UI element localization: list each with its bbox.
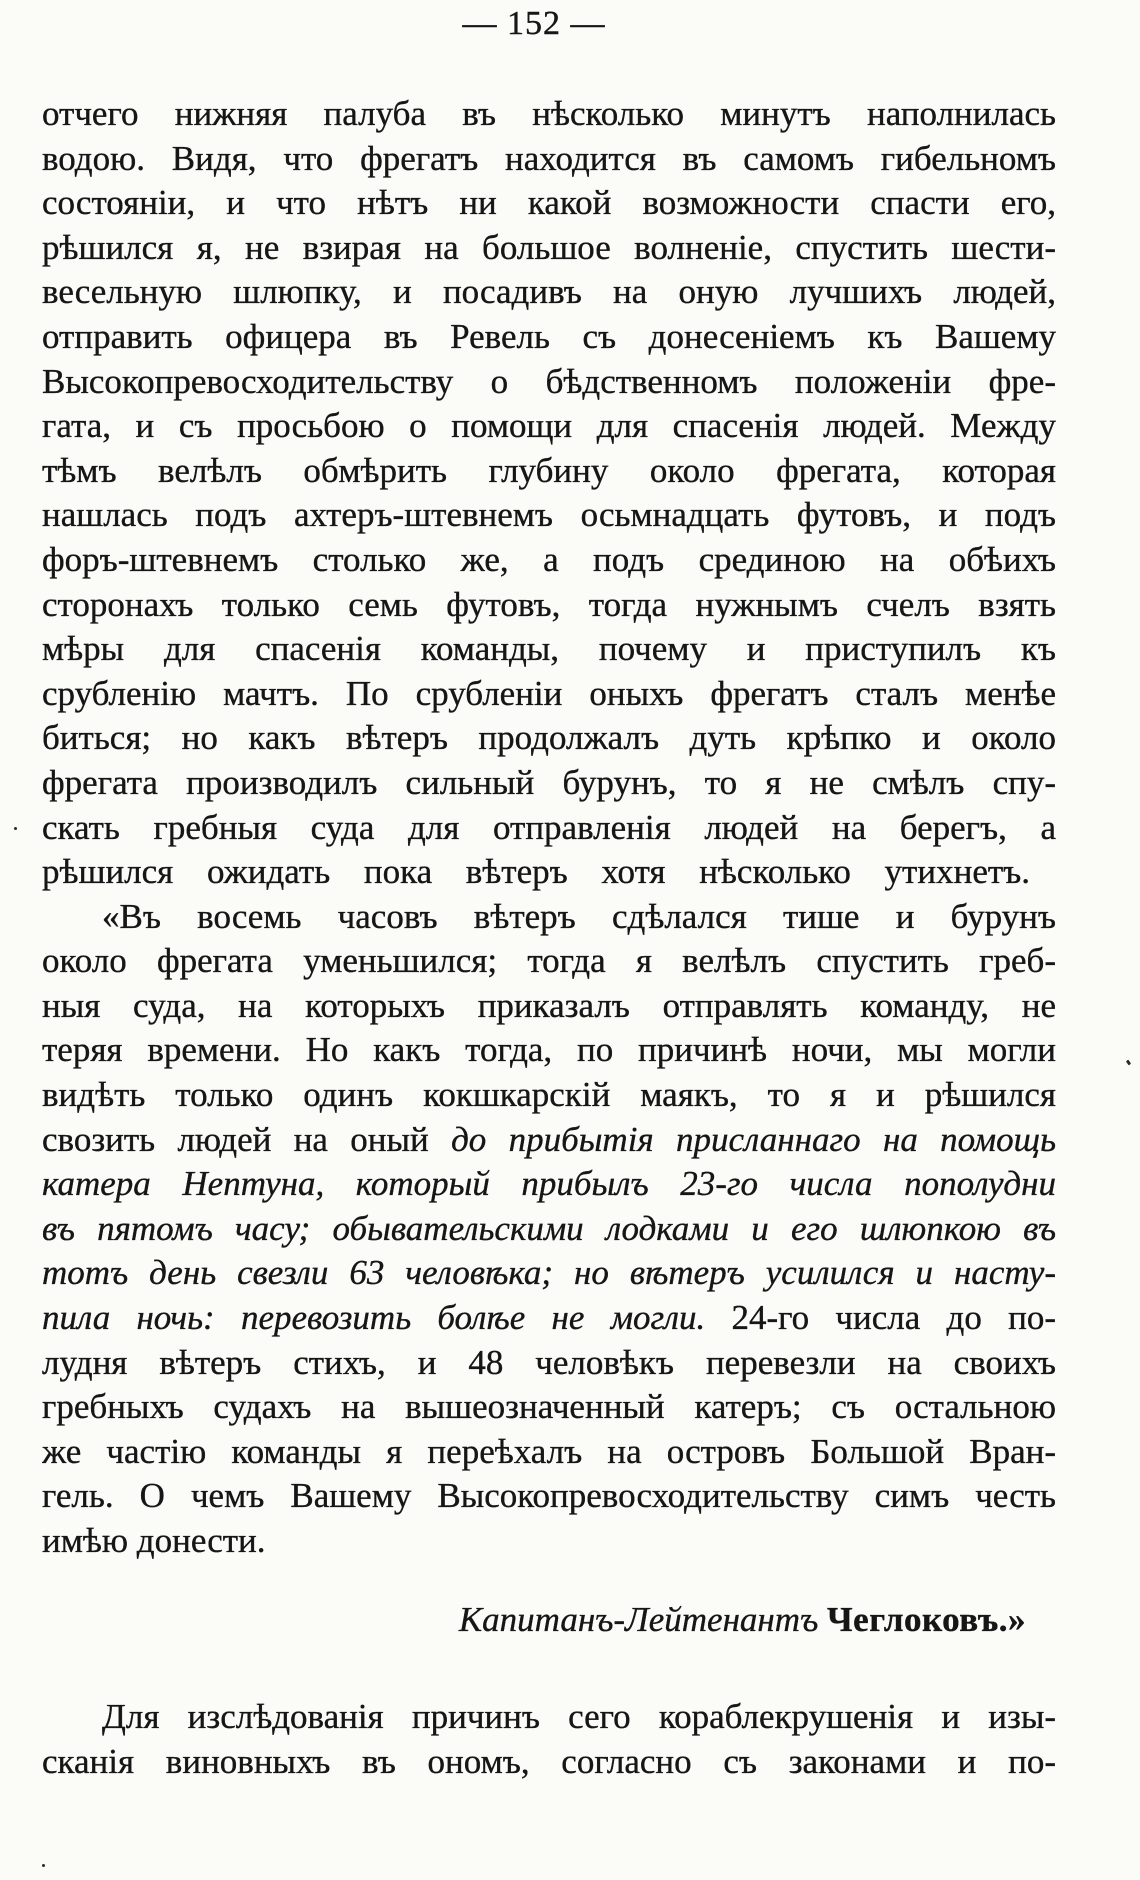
scan-speck (1126, 1060, 1131, 1066)
text-segment: 24-го числа до по- (731, 1298, 1056, 1338)
text-line: мѣры для спасенія команды, почему и приступилъ къ (42, 629, 1056, 669)
text-line: рѣшился я, не взирая на большое волненіе, спустить шести- (42, 227, 1056, 267)
text-line: гель. О чемъ Вашему Высокопревосходительству симъ честь (42, 1476, 1056, 1516)
text-line: отправить офицера въ Ревель съ донесеніемъ къ Вашему (42, 316, 1056, 356)
text-line: срубленію мачтъ. По срубленіи оныхъ фрегатъ сталъ менѣе (42, 673, 1056, 713)
text-line: ныя суда, на которыхъ приказалъ отправлять команду, не (42, 985, 1056, 1025)
text-line: «Въ восемь часовъ вѣтеръ сдѣлался тише и бурунъ (102, 896, 1056, 936)
scan-speck (14, 827, 17, 830)
text-line: сканія виновныхъ въ ономъ, согласно съ законами и по- (42, 1741, 1056, 1781)
text-line: Для изслѣдованія причинъ сего кораблекрушенія и изы- (102, 1697, 1056, 1737)
signature (42, 1598, 1056, 1643)
text-line: тѣмъ велѣлъ обмѣрить глубину около фрегата, которая (42, 450, 1056, 490)
text-line: же частію команды я переѣхалъ на островъ Большой Вран- (42, 1431, 1056, 1471)
text-line: гребныхъ судахъ на вышеозначенный катеръ; съ остальною (42, 1387, 1056, 1427)
text-line: имѣю донести. (42, 1521, 266, 1560)
signature-rank: Капитанъ-Лейтенантъ (458, 1599, 819, 1639)
body-text (42, 92, 1056, 1784)
scan-speck (42, 1864, 45, 1867)
text-line: биться; но какъ вѣтеръ продолжалъ дуть крѣпко и около (42, 718, 1056, 758)
text-line: отчего нижняя палуба въ нѣсколько минутъ наполнилась (42, 94, 1056, 133)
page-number-header: — 152 — (462, 5, 606, 42)
paragraph-investigation (42, 1695, 1056, 1784)
italic-text-segment: пила ночь: перевозить болѣе не могли. (42, 1298, 732, 1338)
text-line: сторонахъ только семь футовъ, тогда нужнымъ счелъ взять (42, 584, 1056, 624)
text-line: рѣшился ожидать пока вѣтеръ хотя нѣсколько утихнетъ. (42, 852, 1030, 892)
text-line: Высокопревосходительству о бѣдственномъ положеніи фре- (42, 361, 1056, 401)
italic-text-line: катера Нептуна, который прибылъ 23-го числа пополудни (42, 1164, 1056, 1204)
text-line (42, 1118, 1056, 1163)
text-line: весельную шлюпку, и посадивъ на оную лучшихъ людей, (42, 272, 1056, 312)
text-line: гата, и съ просьбою о помощи для спасенія людей. Между (42, 406, 1056, 446)
text-line: скать гребныя суда для отправленія людей на берегъ, а (42, 807, 1056, 847)
text-line: водою. Видя, что фрегатъ находится въ самомъ гибельномъ (42, 138, 1056, 178)
text-line: состояніи, и что нѣтъ ни какой возможности спасти его, (42, 183, 1056, 223)
text-line (42, 1296, 1056, 1341)
text-line: форъ-штевнемъ столько же, а подъ срединою на обѣихъ (42, 539, 1056, 579)
text-line: около фрегата уменьшился; тогда я велѣлъ спустить греб- (42, 941, 1056, 981)
text-segment: свозить людей на оный (42, 1119, 452, 1159)
italic-text-line: въ пятомъ часу; обывательскими лодками и его шлюпкою въ (42, 1208, 1056, 1248)
italic-text-segment: до прибытія присланнаго на помощь (451, 1119, 1056, 1159)
italic-text-line: тотъ день свезли 63 человѣка; но вѣтеръ усилился и насту- (42, 1253, 1056, 1293)
text-line: нашлась подъ ахтеръ-штевнемъ осьмнадцать футовъ, и подъ (42, 495, 1056, 535)
text-line: фрегата производилъ сильный бурунъ, то я не смѣлъ спу- (42, 762, 1056, 802)
text-line: лудня вѣтеръ стихъ, и 48 человѣкъ перевезли на своихъ (42, 1342, 1056, 1382)
paragraph-report-continuation (42, 92, 1056, 895)
paragraph-quoted-report (42, 895, 1056, 1564)
text-line: теряя времени. Но какъ тогда, по причинѣ ночи, мы могли (42, 1030, 1056, 1070)
signature-name: Чеглоковъ.» (827, 1599, 1026, 1639)
text-line: видѣть только одинъ кокшкарскій маякъ, то я и рѣшился (42, 1075, 1056, 1115)
